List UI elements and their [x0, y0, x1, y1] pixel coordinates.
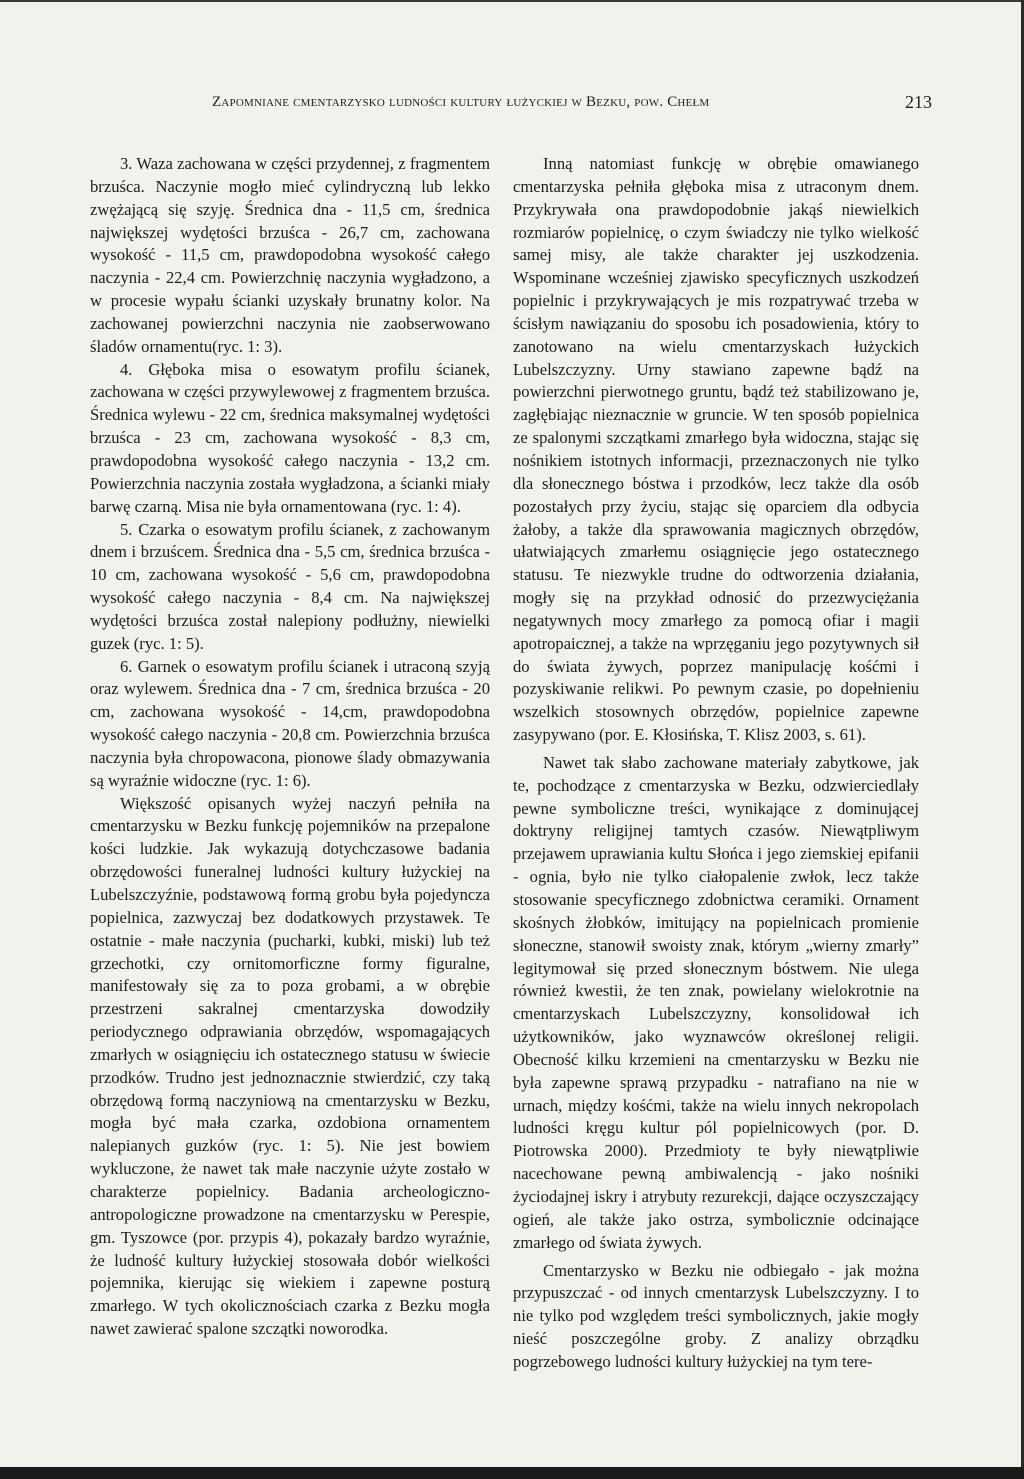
left-column — [90, 153, 490, 1341]
paragraph-urn-function: Większość opisanych wyżej naczyń pełniła na cmentarzysku w Bezku funkcję pojemników na przepalone kości ludzkie. Jak wykazują dotychczasowe badania obrzędowości funeralnej ludności kultury łużyckiej na Lubelszczyźnie, podstawową formą grobu była pojedyncza popielnica, zazwyczaj bez dodatkowych przystawek. Te ostatnie - małe naczynia (pucharki, kubki, miski) lub też grzechotki, czy ornitomorficzne formy figuralne, manifestowały się za to poza grobami, a w obrębie przestrzeni sakralnej cmentarzyska dowodziły periodycznego odprawiania obrzędów, wspomagających zmarłych w osiągnięciu ich ostatecznego statusu w świecie przodków. Trudno jest jednoznacznie stwierdzić, czy taką obrzędową formą naczyniową na cmentarzysku w Bezku, mogła być mała czarka, ozdobiona ornamentem nalepianych guzków (ryc. 1: 5). Nie jest bowiem wykluczone, że nawet tak małe naczynie użyte zostało w charakterze popielnicy. Badania archeologiczno-antropologiczne prowadzone na cmentarzysku w Perespie, gm. Tyszowce (por. przypis 4), pokazały bardzo wyraźnie, że ludność kultury łużyckiej stosowała dobór wielkości pojemnika, kierując się wiekiem i zapewne posturą zmarłego. W tych okolicznościach czarka z Bezku mogła nawet zawierać spalone szczątki noworodka. — [90, 793, 490, 1339]
paragraph-bowl-function: Inną natomiast funkcję w obrębie omawianego cmentarzyska pełniła głęboka misa z utraconym dnem. Przykrywała ona prawdopodobnie jakąś niewielkich rozmiarów popielnicę, o czym świadczy nie tylko wielkość samej misy, ale także charakter jej uszkodzenia. Wspominane wcześniej zjawisko specyficznych uszkodzeń popielnic i przykrywających je mis rozpatrywać trzeba w ścisłym nawiązaniu do sposobu ich posadowienia, który to zanotowano na wielu cmentarzyskach łużyckich Lubelszczyzny. Urny stawiano zapewne bądź na powierzchni pierwotnego gruntu, bądź też stabilizowano je, zagłębiając nieznacznie w gruncie. W ten sposób popielnica ze spalonymi szczątkami zmarłego była widoczna, stając się nośnikiem istotnych informacji, przeznaczonych nie tylko dla słonecznego bóstwa i przodków, lecz także dla osób pozostałych przy życiu, stając się oparciem dla odbycia żałoby, a także dla sprawowania magicznych obrzędów, ułatwiających zmarłemu osiągnięcie jego ostatecznego statusu. Te niezwykle trudne do odtworzenia działania, mogły się na przykład odnosić do przezwyciężania negatywnych mocy zmarłego za pomocą ofiar i magii apotropaicznej, a także na wprzęganiu jego pozytywnych sił do świata żywych, poprzez manipulację kośćmi i pozyskiwanie relikwi. Po pewnym czasie, po dopełnieniu wszelkich stosownych obrzędów, popielnice zapewne zasypywano (por. E. Kłosińska, T. Klisz 2003, s. 61). — [513, 154, 919, 745]
running-title-text: Zapomniane cmentarzysko ludności kultury łużyckiej w Bezku, pow. Chełm — [212, 94, 710, 110]
paragraph-item-3: 3. Waza zachowana w części przydennej, z fragmentem brzuśca. Naczynie mogło mieć cylindryczną lub lekko zwężającą się szyję. Średnica dna - 11,5 cm, średnica największej wydętości brzuśca - 26,7 cm, zachowana wysokość - 11,5 cm, prawdopodobna wysokość całego naczynia - 22,4 cm. Powierzchnię naczynia wygładzono, a w procesie wypału ścianki uzyskały brunatny kolor. Na zachowanej powierzchni naczynia nie zaobserwowano śladów ornamentu(ryc. 1: 3). — [90, 154, 490, 356]
paragraph-item-4: 4. Głęboka misa o esowatym profilu ścianek, zachowana w części przywylewowej z fragmentem brzuśca. Średnica wylewu - 22 cm, średnica maksymalnej wydętości brzuśca - 23 cm, zachowana wysokość - 8,3 cm, prawdopodobna wysokość całego naczynia - 13,2 cm. Powierzchnia naczynia została wygładzona, a ścianki miały barwę czarną. Misa nie była ornamentowana (ryc. 1: 4). — [90, 359, 490, 516]
scan-edge-bottom — [0, 1467, 1024, 1479]
paragraph-item-5: 5. Czarka o esowatym profilu ścianek, z zachowanym dnem i brzuścem. Średnica dna - 5,5 cm, średnica brzuśca - 10 cm, zachowana wysokość - 5,6 cm, prawdopodobna wysokość całego naczynia - 8,4 cm. Na największej wydętości brzuśca został nalepiony podłużny, niewielki guzek (ryc. 1: 5). — [90, 519, 490, 653]
running-title — [212, 94, 709, 111]
scan-edge-top — [0, 0, 1024, 2]
paragraph-item-6: 6. Garnek o esowatym profilu ścianek i utraconą szyją oraz wylewem. Średnica dna - 7 cm, średnica brzuśca - 20 cm, zachowana wysokość - 14,cm, prawdopodobna wysokość całego naczynia - 20,8 cm. Powierzchnia brzuśca naczynia była chropowacona, pionowe ślady obmazywania są wyraźnie widoczne (ryc. 1: 6). — [90, 656, 490, 790]
right-column — [513, 153, 919, 1374]
paragraph-symbolism: Nawet tak słabo zachowane materiały zabytkowe, jak te, pochodzące z cmentarzyska w Bezku, odzwierciedlały pewne symboliczne treści, wynikające z dominującej doktryny religijnej tamtych czasów. Niewątpliwym przejawem uprawiania kultu Słońca i jego ziemskiej epifanii - ognia, było nie tylko ciałopalenie zwłok, lecz także stosowanie specyficznego zdobnictwa ceramiki. Ornament skośnych żłobków, imitujący na popielnicach promienie słoneczne, stanowił swoisty znak, którym „wierny zmarły” legitymował się przed słonecznym bóstwem. Nie ulega również kwestii, że ten znak, powielany wielokrotnie na cmentarzyskach Lubelszczyzny, konsolidował ich użytkowników, jako wyznawców określonej religii. Obecność kilku krzemieni na cmentarzysku w Bezku nie była zapewne sprawą przypadku - natrafiano na nie w urnach, między kośćmi, także na wielu innych nekropolach ludności kręgu kultur pól popielnicowych (por. D. Piotrowska 2000). Przedmioty te były niewątpliwie nacechowane pewną ambiwalencją - jako nośniki życiodajnej iskry i atrybuty rezurekcji, dające oczyszczający ogień, ale także jako ostrza, symbolicznie odcinające zmarłego od świata żywych. — [513, 752, 919, 1252]
page-number: 213 — [905, 92, 932, 112]
paragraph-cemetery-comparison: Cmentarzysko w Bezku nie odbiegało - jak można przypuszczać - od innych cmentarzysk Lubelszczyzny. I to nie tylko pod względem treści symbolicznych, jakie mogły nieść poszczególne groby. Z analizy obrządku pogrzebowego ludności kultury łużyckiej na tym tere- — [513, 1260, 919, 1371]
page-header — [212, 94, 932, 116]
